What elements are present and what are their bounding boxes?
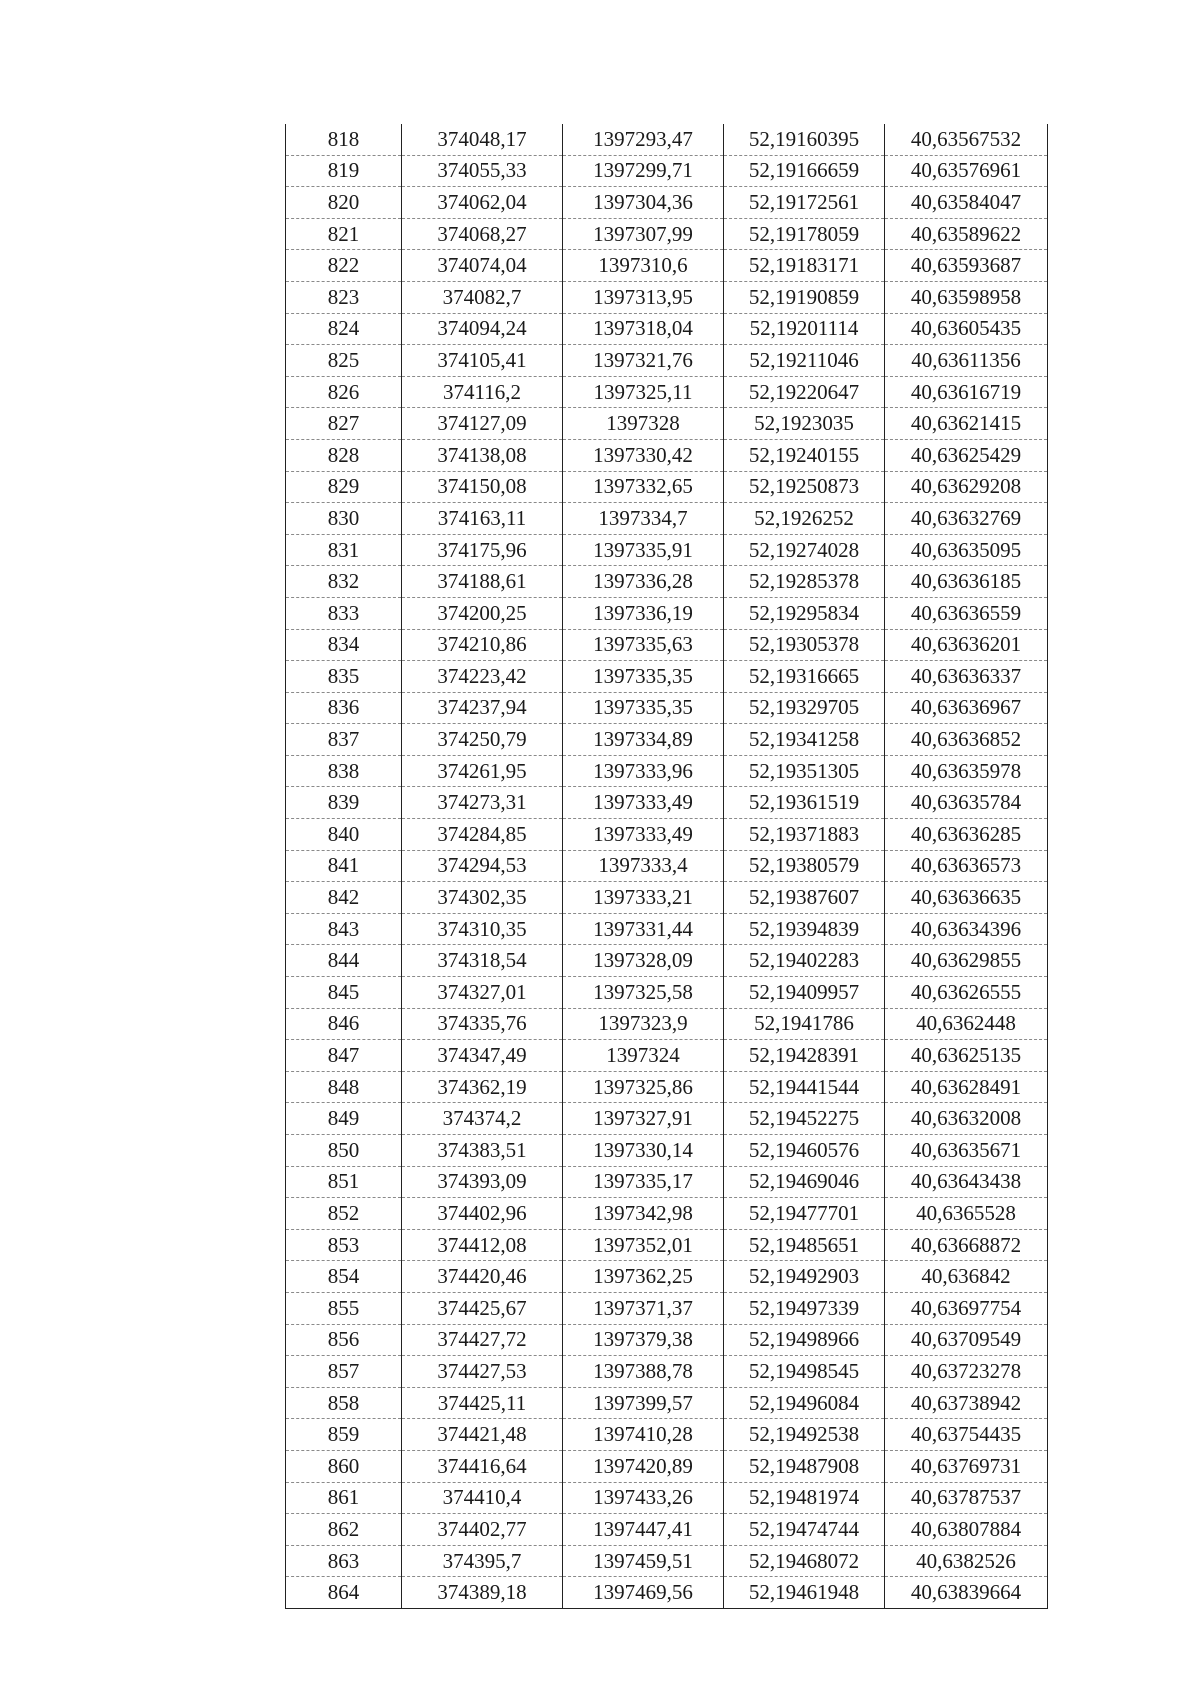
table-row [286,1198,1048,1230]
longitude-cell: 40,6382526 [885,1545,1048,1577]
point-number-cell: 846 [286,1008,402,1040]
table-row [286,250,1048,282]
point-number-cell: 862 [286,1514,402,1546]
table-row [286,882,1048,914]
table-row [286,1166,1048,1198]
longitude-cell: 40,63636635 [885,882,1048,914]
y-coordinate-cell: 1397325,58 [563,977,724,1009]
y-coordinate-cell: 1397352,01 [563,1229,724,1261]
point-number-cell: 852 [286,1198,402,1230]
longitude-cell: 40,63636185 [885,566,1048,598]
latitude-cell: 52,19166659 [724,155,885,187]
point-number-cell: 860 [286,1450,402,1482]
y-coordinate-cell: 1397333,96 [563,755,724,787]
x-coordinate-cell: 374237,94 [402,692,563,724]
point-number-cell: 829 [286,471,402,503]
x-coordinate-cell: 374138,08 [402,439,563,471]
x-coordinate-cell: 374389,18 [402,1577,563,1609]
longitude-cell: 40,63621415 [885,408,1048,440]
y-coordinate-cell: 1397379,38 [563,1324,724,1356]
point-number-cell: 864 [286,1577,402,1609]
x-coordinate-cell: 374261,95 [402,755,563,787]
x-coordinate-cell: 374347,49 [402,1040,563,1072]
x-coordinate-cell: 374310,35 [402,913,563,945]
latitude-cell: 52,19178059 [724,218,885,250]
point-number-cell: 863 [286,1545,402,1577]
x-coordinate-cell: 374273,31 [402,787,563,819]
table-row [286,345,1048,377]
point-number-cell: 850 [286,1135,402,1167]
y-coordinate-cell: 1397310,6 [563,250,724,282]
longitude-cell: 40,63632008 [885,1103,1048,1135]
table-row [286,1450,1048,1482]
x-coordinate-cell: 374068,27 [402,218,563,250]
point-number-cell: 848 [286,1071,402,1103]
table-row [286,1419,1048,1451]
point-number-cell: 831 [286,534,402,566]
longitude-cell: 40,63807884 [885,1514,1048,1546]
x-coordinate-cell: 374395,7 [402,1545,563,1577]
longitude-cell: 40,63754435 [885,1419,1048,1451]
longitude-cell: 40,63589622 [885,218,1048,250]
y-coordinate-cell: 1397293,47 [563,124,724,155]
latitude-cell: 52,19387607 [724,882,885,914]
latitude-cell: 52,19316665 [724,661,885,693]
y-coordinate-cell: 1397323,9 [563,1008,724,1040]
y-coordinate-cell: 1397333,49 [563,787,724,819]
table-row [286,534,1048,566]
y-coordinate-cell: 1397420,89 [563,1450,724,1482]
y-coordinate-cell: 1397399,57 [563,1387,724,1419]
latitude-cell: 52,19240155 [724,439,885,471]
longitude-cell: 40,63839664 [885,1577,1048,1609]
longitude-cell: 40,63625135 [885,1040,1048,1072]
latitude-cell: 52,19190859 [724,281,885,313]
point-number-cell: 841 [286,850,402,882]
table-row [286,629,1048,661]
table-row [286,787,1048,819]
longitude-cell: 40,63628491 [885,1071,1048,1103]
table-row [286,1514,1048,1546]
y-coordinate-cell: 1397335,63 [563,629,724,661]
longitude-cell: 40,63605435 [885,313,1048,345]
y-coordinate-cell: 1397336,28 [563,566,724,598]
table-row [286,977,1048,1009]
y-coordinate-cell: 1397328 [563,408,724,440]
table-row [286,913,1048,945]
point-number-cell: 859 [286,1419,402,1451]
y-coordinate-cell: 1397307,99 [563,218,724,250]
y-coordinate-cell: 1397325,86 [563,1071,724,1103]
x-coordinate-cell: 374210,86 [402,629,563,661]
y-coordinate-cell: 1397342,98 [563,1198,724,1230]
latitude-cell: 52,19498545 [724,1356,885,1388]
longitude-cell: 40,63634396 [885,913,1048,945]
table-row [286,1482,1048,1514]
point-number-cell: 842 [286,882,402,914]
x-coordinate-cell: 374416,64 [402,1450,563,1482]
point-number-cell: 832 [286,566,402,598]
x-coordinate-cell: 374412,08 [402,1229,563,1261]
table-row [286,566,1048,598]
y-coordinate-cell: 1397304,36 [563,187,724,219]
point-number-cell: 820 [286,187,402,219]
x-coordinate-cell: 374402,77 [402,1514,563,1546]
table-row [286,1261,1048,1293]
y-coordinate-cell: 1397388,78 [563,1356,724,1388]
table-row [286,155,1048,187]
longitude-cell: 40,63738942 [885,1387,1048,1419]
table-row [286,1292,1048,1324]
x-coordinate-cell: 374175,96 [402,534,563,566]
longitude-cell: 40,63636852 [885,724,1048,756]
x-coordinate-cell: 374163,11 [402,503,563,535]
table-row [286,313,1048,345]
y-coordinate-cell: 1397332,65 [563,471,724,503]
latitude-cell: 52,1926252 [724,503,885,535]
point-number-cell: 837 [286,724,402,756]
table-row [286,661,1048,693]
x-coordinate-cell: 374362,19 [402,1071,563,1103]
y-coordinate-cell: 1397433,26 [563,1482,724,1514]
latitude-cell: 52,19274028 [724,534,885,566]
latitude-cell: 52,19428391 [724,1040,885,1072]
table-row [286,755,1048,787]
latitude-cell: 52,19295834 [724,597,885,629]
table-row [286,724,1048,756]
table-row [286,1103,1048,1135]
point-number-cell: 858 [286,1387,402,1419]
x-coordinate-cell: 374421,48 [402,1419,563,1451]
x-coordinate-cell: 374105,41 [402,345,563,377]
y-coordinate-cell: 1397336,19 [563,597,724,629]
latitude-cell: 52,19380579 [724,850,885,882]
y-coordinate-cell: 1397331,44 [563,913,724,945]
point-number-cell: 856 [286,1324,402,1356]
y-coordinate-cell: 1397333,21 [563,882,724,914]
x-coordinate-cell: 374223,42 [402,661,563,693]
point-number-cell: 826 [286,376,402,408]
longitude-cell: 40,63635978 [885,755,1048,787]
x-coordinate-cell: 374294,53 [402,850,563,882]
table-row [286,692,1048,724]
table-row [286,945,1048,977]
point-number-cell: 838 [286,755,402,787]
y-coordinate-cell: 1397333,4 [563,850,724,882]
latitude-cell: 52,19460576 [724,1135,885,1167]
latitude-cell: 52,19183171 [724,250,885,282]
x-coordinate-cell: 374427,72 [402,1324,563,1356]
longitude-cell: 40,63635095 [885,534,1048,566]
latitude-cell: 52,19461948 [724,1577,885,1609]
latitude-cell: 52,19441544 [724,1071,885,1103]
latitude-cell: 52,19160395 [724,124,885,155]
latitude-cell: 52,19477701 [724,1198,885,1230]
longitude-cell: 40,63643438 [885,1166,1048,1198]
latitude-cell: 52,19497339 [724,1292,885,1324]
y-coordinate-cell: 1397313,95 [563,281,724,313]
latitude-cell: 52,1923035 [724,408,885,440]
latitude-cell: 52,19371883 [724,819,885,851]
latitude-cell: 52,19361519 [724,787,885,819]
latitude-cell: 52,19498966 [724,1324,885,1356]
point-number-cell: 835 [286,661,402,693]
longitude-cell: 40,63567532 [885,124,1048,155]
table-row [286,1040,1048,1072]
point-number-cell: 845 [286,977,402,1009]
table-row [286,1545,1048,1577]
y-coordinate-cell: 1397335,35 [563,692,724,724]
x-coordinate-cell: 374094,24 [402,313,563,345]
longitude-cell: 40,63697754 [885,1292,1048,1324]
latitude-cell: 52,19329705 [724,692,885,724]
table-row [286,597,1048,629]
longitude-cell: 40,63593687 [885,250,1048,282]
point-number-cell: 828 [286,439,402,471]
longitude-cell: 40,63632769 [885,503,1048,535]
point-number-cell: 825 [286,345,402,377]
x-coordinate-cell: 374116,2 [402,376,563,408]
x-coordinate-cell: 374055,33 [402,155,563,187]
longitude-cell: 40,63787537 [885,1482,1048,1514]
table-row [286,439,1048,471]
point-number-cell: 840 [286,819,402,851]
y-coordinate-cell: 1397327,91 [563,1103,724,1135]
longitude-cell: 40,6365528 [885,1198,1048,1230]
y-coordinate-cell: 1397335,35 [563,661,724,693]
y-coordinate-cell: 1397325,11 [563,376,724,408]
point-number-cell: 827 [286,408,402,440]
latitude-cell: 52,19496084 [724,1387,885,1419]
x-coordinate-cell: 374062,04 [402,187,563,219]
latitude-cell: 52,19485651 [724,1229,885,1261]
latitude-cell: 52,19469046 [724,1166,885,1198]
y-coordinate-cell: 1397318,04 [563,313,724,345]
point-number-cell: 824 [286,313,402,345]
y-coordinate-cell: 1397459,51 [563,1545,724,1577]
y-coordinate-cell: 1397335,91 [563,534,724,566]
x-coordinate-cell: 374188,61 [402,566,563,598]
latitude-cell: 52,19305378 [724,629,885,661]
longitude-cell: 40,63616719 [885,376,1048,408]
latitude-cell: 52,19487908 [724,1450,885,1482]
latitude-cell: 52,19492538 [724,1419,885,1451]
y-coordinate-cell: 1397469,56 [563,1577,724,1609]
x-coordinate-cell: 374425,11 [402,1387,563,1419]
y-coordinate-cell: 1397334,7 [563,503,724,535]
x-coordinate-cell: 374318,54 [402,945,563,977]
latitude-cell: 52,19250873 [724,471,885,503]
y-coordinate-cell: 1397330,14 [563,1135,724,1167]
y-coordinate-cell: 1397362,25 [563,1261,724,1293]
y-coordinate-cell: 1397330,42 [563,439,724,471]
latitude-cell: 52,19452275 [724,1103,885,1135]
x-coordinate-cell: 374200,25 [402,597,563,629]
longitude-cell: 40,63636967 [885,692,1048,724]
x-coordinate-cell: 374048,17 [402,124,563,155]
table-row [286,471,1048,503]
longitude-cell: 40,63636285 [885,819,1048,851]
latitude-cell: 52,19402283 [724,945,885,977]
longitude-cell: 40,63626555 [885,977,1048,1009]
point-number-cell: 847 [286,1040,402,1072]
longitude-cell: 40,63769731 [885,1450,1048,1482]
x-coordinate-cell: 374393,09 [402,1166,563,1198]
longitude-cell: 40,63598958 [885,281,1048,313]
table-row [286,1577,1048,1609]
point-number-cell: 857 [286,1356,402,1388]
point-number-cell: 851 [286,1166,402,1198]
longitude-cell: 40,63625429 [885,439,1048,471]
longitude-cell: 40,636842 [885,1261,1048,1293]
y-coordinate-cell: 1397324 [563,1040,724,1072]
point-number-cell: 853 [286,1229,402,1261]
y-coordinate-cell: 1397335,17 [563,1166,724,1198]
coordinates-table [285,124,1048,1609]
latitude-cell: 52,19351305 [724,755,885,787]
coordinates-table-body [286,124,1048,1608]
table-row [286,850,1048,882]
longitude-cell: 40,63611356 [885,345,1048,377]
point-number-cell: 823 [286,281,402,313]
latitude-cell: 52,1941786 [724,1008,885,1040]
longitude-cell: 40,63576961 [885,155,1048,187]
latitude-cell: 52,19341258 [724,724,885,756]
point-number-cell: 844 [286,945,402,977]
x-coordinate-cell: 374383,51 [402,1135,563,1167]
longitude-cell: 40,63709549 [885,1324,1048,1356]
x-coordinate-cell: 374284,85 [402,819,563,851]
latitude-cell: 52,19492903 [724,1261,885,1293]
table-row [286,1071,1048,1103]
y-coordinate-cell: 1397333,49 [563,819,724,851]
x-coordinate-cell: 374074,04 [402,250,563,282]
point-number-cell: 849 [286,1103,402,1135]
table-row [286,819,1048,851]
longitude-cell: 40,63635784 [885,787,1048,819]
x-coordinate-cell: 374420,46 [402,1261,563,1293]
table-row [286,1135,1048,1167]
x-coordinate-cell: 374302,35 [402,882,563,914]
x-coordinate-cell: 374127,09 [402,408,563,440]
point-number-cell: 833 [286,597,402,629]
point-number-cell: 839 [286,787,402,819]
y-coordinate-cell: 1397371,37 [563,1292,724,1324]
longitude-cell: 40,63629208 [885,471,1048,503]
longitude-cell: 40,63636559 [885,597,1048,629]
longitude-cell: 40,63723278 [885,1356,1048,1388]
table-row [286,281,1048,313]
point-number-cell: 843 [286,913,402,945]
table-row [286,503,1048,535]
x-coordinate-cell: 374425,67 [402,1292,563,1324]
table-row [286,218,1048,250]
table-row [286,408,1048,440]
longitude-cell: 40,63636201 [885,629,1048,661]
x-coordinate-cell: 374374,2 [402,1103,563,1135]
x-coordinate-cell: 374082,7 [402,281,563,313]
longitude-cell: 40,63636337 [885,661,1048,693]
latitude-cell: 52,19468072 [724,1545,885,1577]
x-coordinate-cell: 374327,01 [402,977,563,1009]
x-coordinate-cell: 374410,4 [402,1482,563,1514]
table-row [286,1008,1048,1040]
table-row [286,376,1048,408]
longitude-cell: 40,63635671 [885,1135,1048,1167]
latitude-cell: 52,19172561 [724,187,885,219]
latitude-cell: 52,19285378 [724,566,885,598]
table-row [286,1356,1048,1388]
latitude-cell: 52,19474744 [724,1514,885,1546]
longitude-cell: 40,63668872 [885,1229,1048,1261]
latitude-cell: 52,19211046 [724,345,885,377]
latitude-cell: 52,19394839 [724,913,885,945]
x-coordinate-cell: 374250,79 [402,724,563,756]
y-coordinate-cell: 1397299,71 [563,155,724,187]
longitude-cell: 40,63636573 [885,850,1048,882]
table-row [286,124,1048,155]
x-coordinate-cell: 374402,96 [402,1198,563,1230]
y-coordinate-cell: 1397447,41 [563,1514,724,1546]
x-coordinate-cell: 374427,53 [402,1356,563,1388]
longitude-cell: 40,6362448 [885,1008,1048,1040]
point-number-cell: 854 [286,1261,402,1293]
y-coordinate-cell: 1397321,76 [563,345,724,377]
longitude-cell: 40,63584047 [885,187,1048,219]
latitude-cell: 52,19481974 [724,1482,885,1514]
point-number-cell: 855 [286,1292,402,1324]
point-number-cell: 861 [286,1482,402,1514]
x-coordinate-cell: 374335,76 [402,1008,563,1040]
y-coordinate-cell: 1397328,09 [563,945,724,977]
point-number-cell: 819 [286,155,402,187]
table-row [286,1324,1048,1356]
point-number-cell: 818 [286,124,402,155]
table-row [286,187,1048,219]
point-number-cell: 822 [286,250,402,282]
point-number-cell: 834 [286,629,402,661]
latitude-cell: 52,19409957 [724,977,885,1009]
latitude-cell: 52,19201114 [724,313,885,345]
table-row [286,1387,1048,1419]
point-number-cell: 830 [286,503,402,535]
y-coordinate-cell: 1397410,28 [563,1419,724,1451]
latitude-cell: 52,19220647 [724,376,885,408]
y-coordinate-cell: 1397334,89 [563,724,724,756]
point-number-cell: 836 [286,692,402,724]
longitude-cell: 40,63629855 [885,945,1048,977]
table-row [286,1229,1048,1261]
x-coordinate-cell: 374150,08 [402,471,563,503]
point-number-cell: 821 [286,218,402,250]
